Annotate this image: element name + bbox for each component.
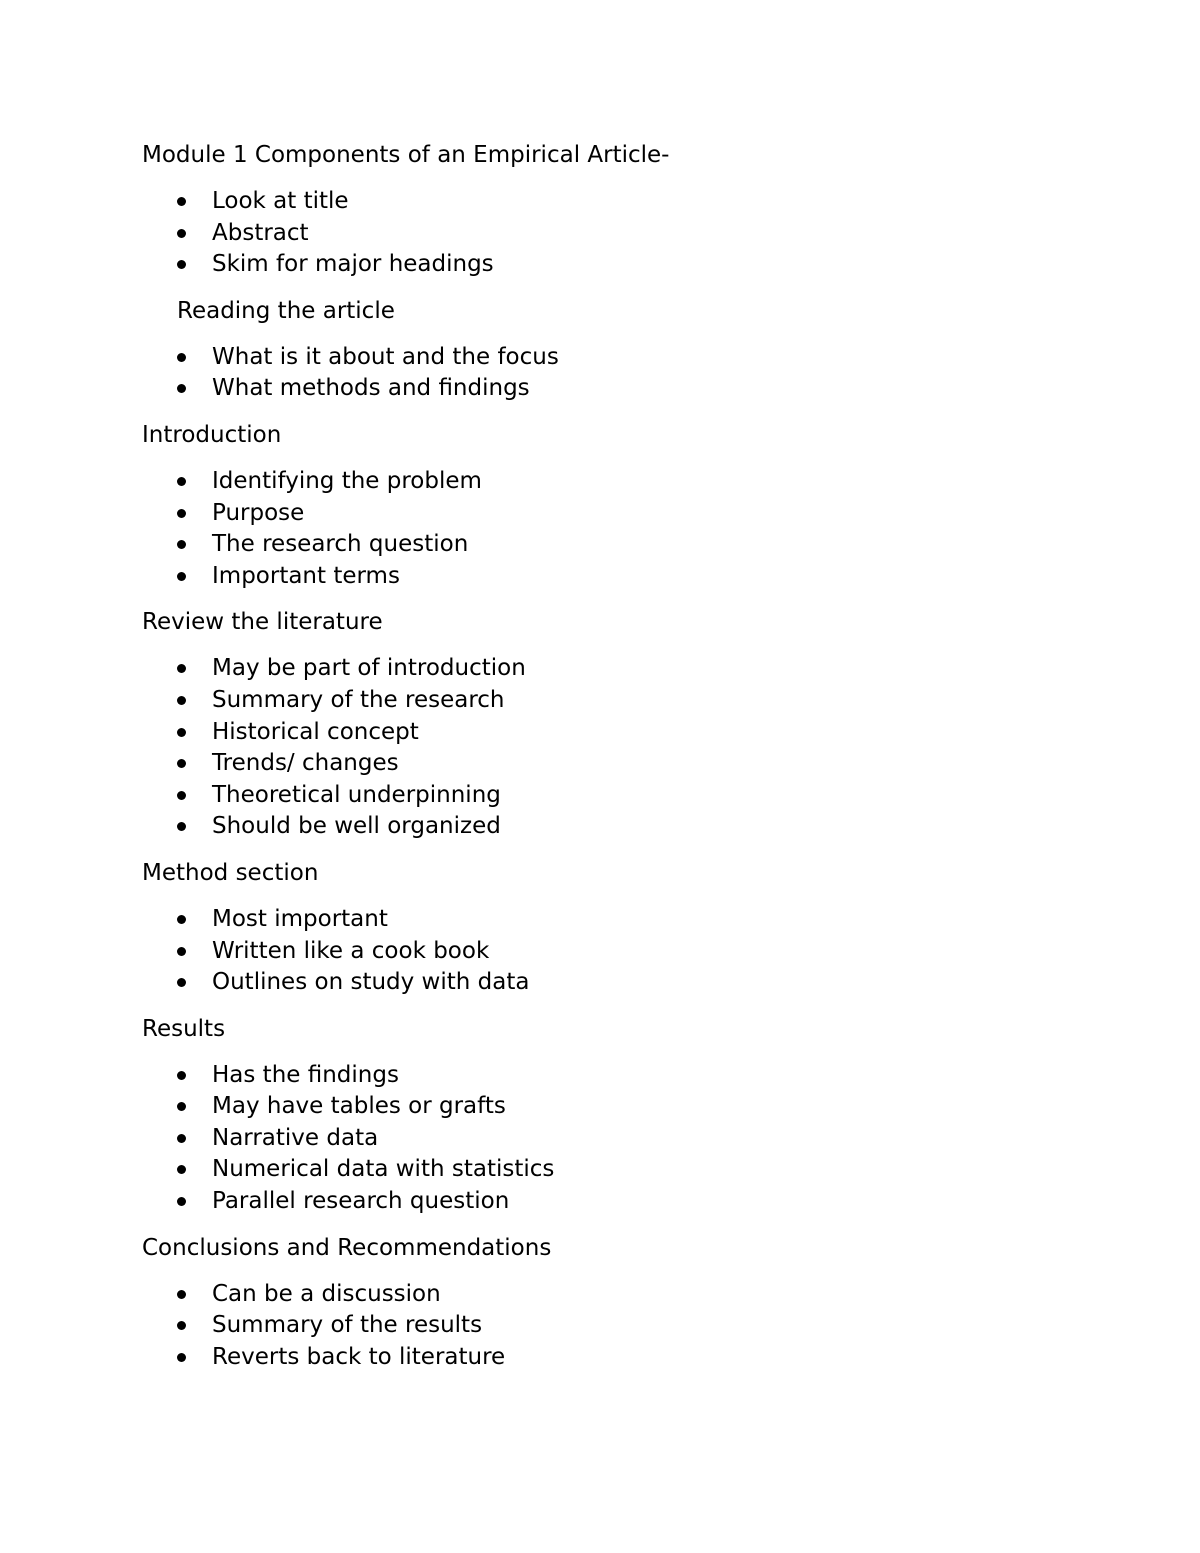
bullet-list-module bbox=[142, 186, 1102, 281]
bullet-list-conclusions bbox=[142, 1279, 1102, 1374]
list-item: Purpose bbox=[142, 498, 1102, 530]
list-item: Outlines on study with data bbox=[142, 967, 1102, 999]
list-item: Identifying the problem bbox=[142, 466, 1102, 498]
bullet-list-method bbox=[142, 904, 1102, 999]
list-item: Trends/ changes bbox=[142, 748, 1102, 780]
list-item: What methods and findings bbox=[142, 373, 1102, 405]
list-item: Look at title bbox=[142, 186, 1102, 218]
section-heading-module: Module 1 Components of an Empirical Article- bbox=[142, 142, 670, 168]
list-item: Theoretical underpinning bbox=[142, 780, 1102, 812]
list-item: Abstract bbox=[142, 218, 1102, 250]
list-item: What is it about and the focus bbox=[142, 342, 1102, 374]
list-item: Most important bbox=[142, 904, 1102, 936]
list-item: Written like a cook book bbox=[142, 936, 1102, 968]
section-heading-literature: Review the literature bbox=[142, 609, 383, 636]
list-item: Historical concept bbox=[142, 717, 1102, 749]
list-item: Numerical data with statistics bbox=[142, 1154, 1102, 1186]
list-item: May have tables or grafts bbox=[142, 1091, 1102, 1123]
list-item: Summary of the research bbox=[142, 685, 1102, 717]
list-item: Skim for major headings bbox=[142, 249, 1102, 281]
document-page bbox=[142, 140, 1102, 1388]
section-heading-conclusions: Conclusions and Recommendations bbox=[142, 1234, 552, 1261]
list-item: Summary of the results bbox=[142, 1310, 1102, 1342]
section-heading-introduction: Introduction bbox=[142, 421, 282, 448]
list-item: The research question bbox=[142, 529, 1102, 561]
list-item: May be part of introduction bbox=[142, 653, 1102, 685]
list-item: Reverts back to literature bbox=[142, 1342, 1102, 1374]
list-item: Important terms bbox=[142, 561, 1102, 593]
bullet-list-reading bbox=[142, 342, 1102, 405]
section-heading-results: Results bbox=[142, 1015, 226, 1042]
list-item: Should be well organized bbox=[142, 811, 1102, 843]
section-heading-method: Method section bbox=[142, 859, 319, 886]
list-item: Parallel research question bbox=[142, 1186, 1102, 1218]
list-item: Can be a discussion bbox=[142, 1279, 1102, 1311]
bullet-list-literature bbox=[142, 653, 1102, 843]
list-item: Narrative data bbox=[142, 1123, 1102, 1155]
bullet-list-introduction bbox=[142, 466, 1102, 592]
section-heading-reading: Reading the article bbox=[177, 297, 395, 324]
bullet-list-results bbox=[142, 1060, 1102, 1218]
list-item: Has the findings bbox=[142, 1060, 1102, 1092]
